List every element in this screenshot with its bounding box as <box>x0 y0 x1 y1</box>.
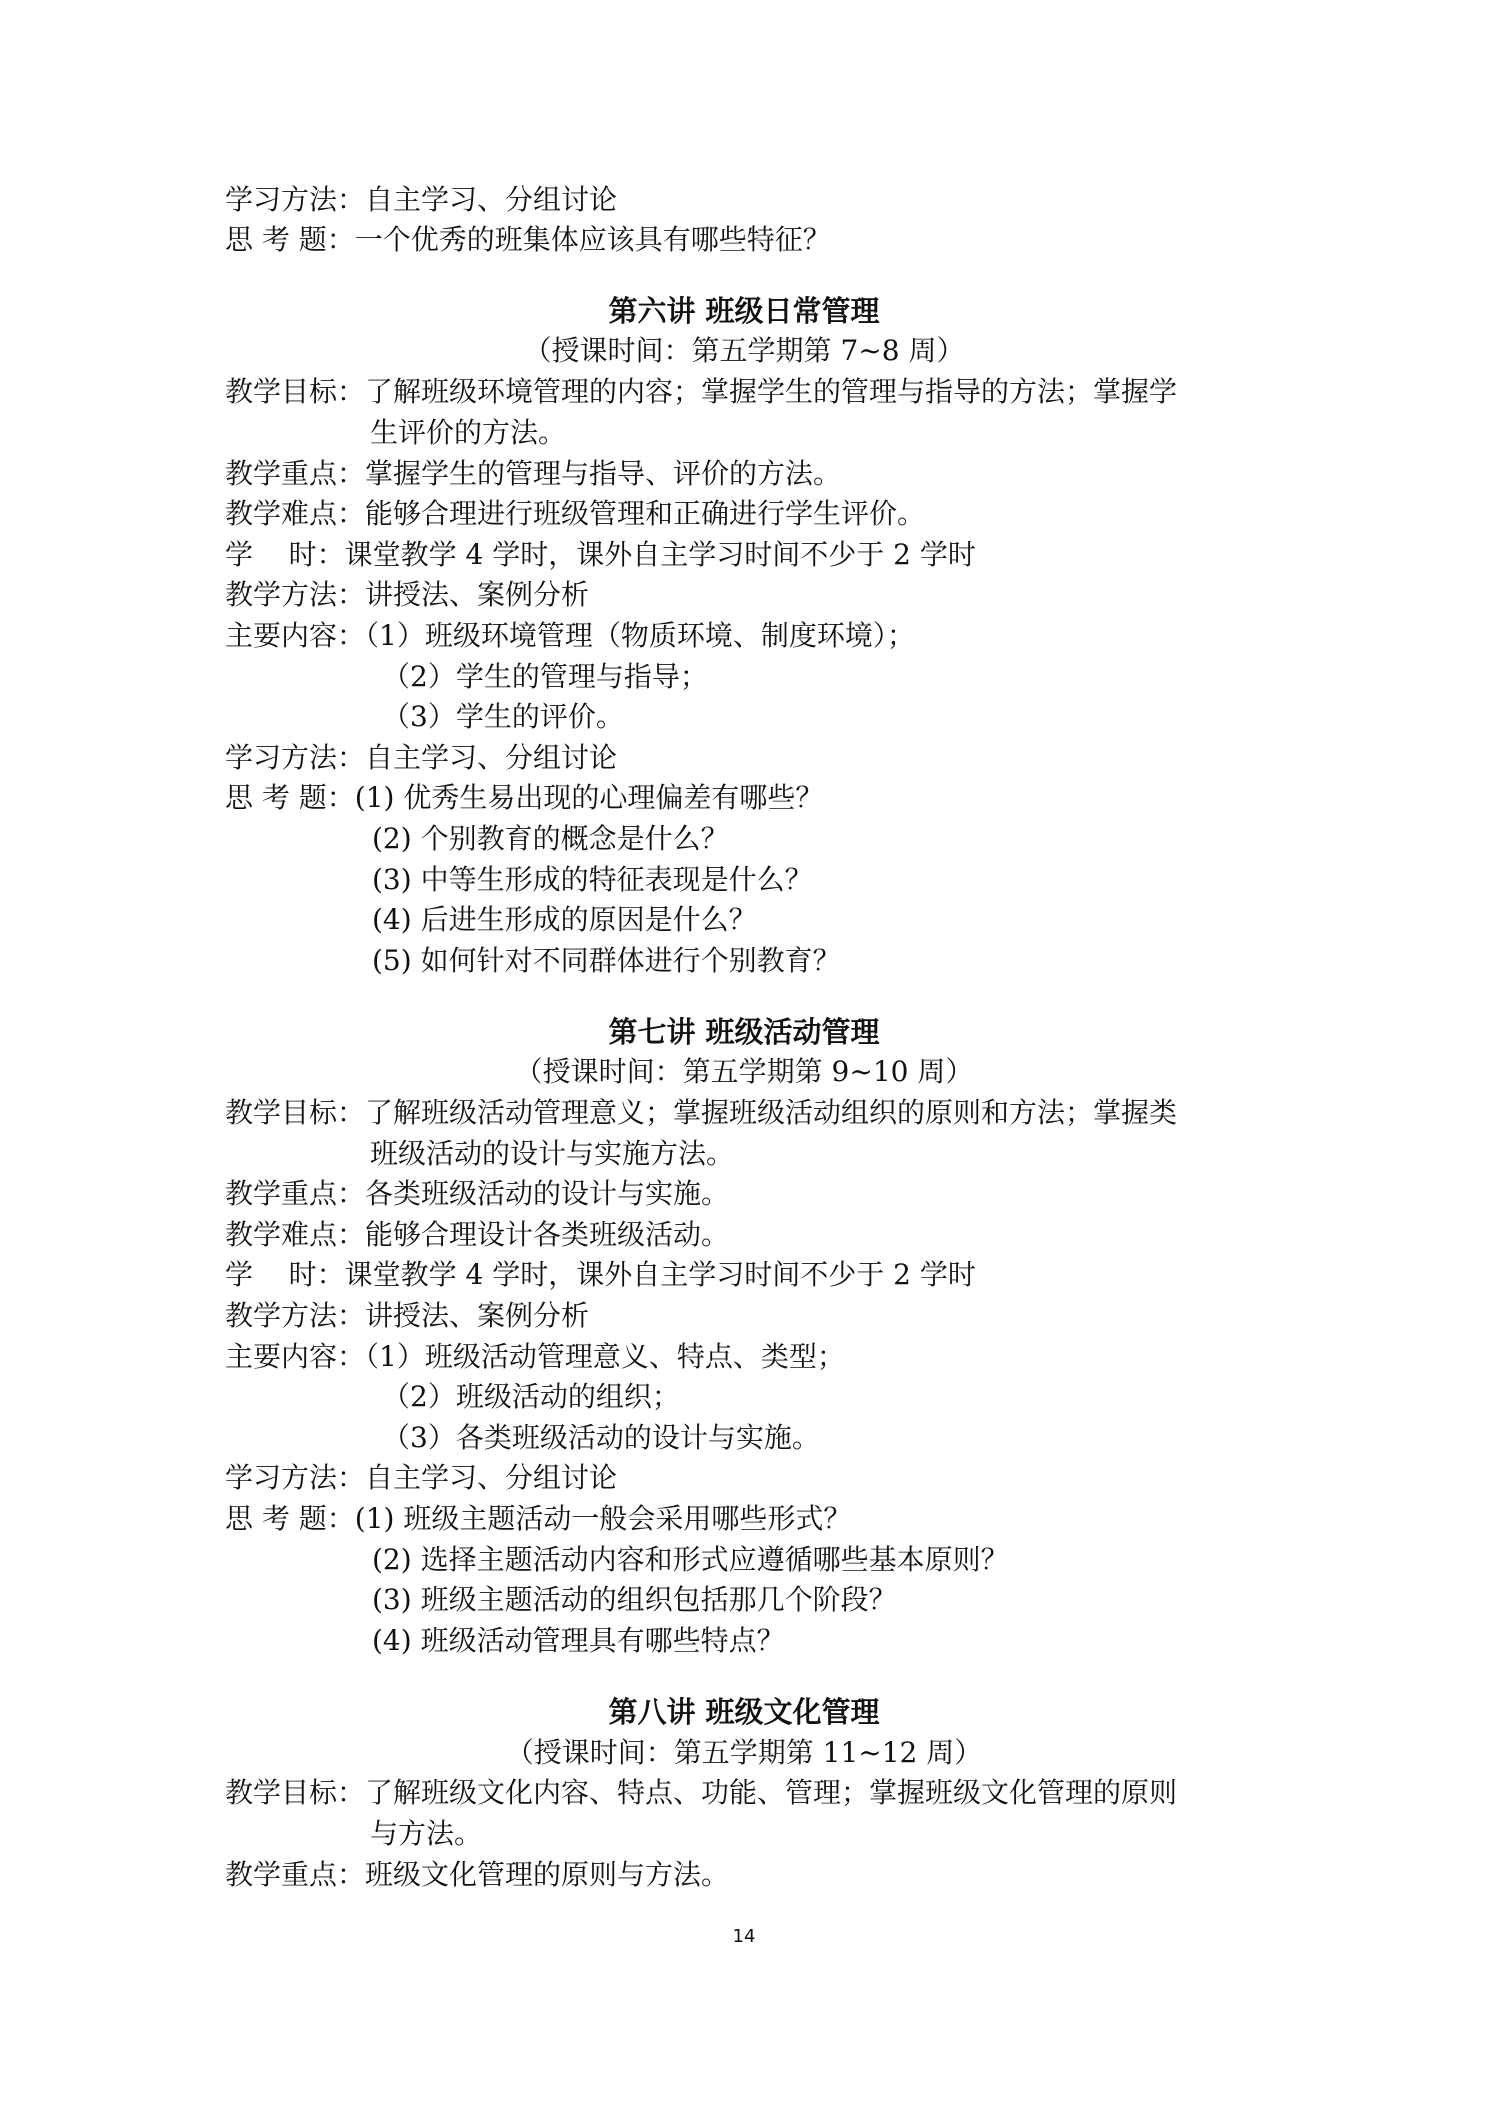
lecture-7-question-2: (2) 选择主题活动内容和形式应遵循哪些基本原则？ <box>372 1543 1009 1576</box>
lecture-8-goal-cont: 与方法。 <box>370 1817 483 1850</box>
lecture-6-content-3: （3）学生的评价。 <box>382 700 624 733</box>
lecture-8-focus: 教学重点：班级文化管理的原则与方法。 <box>225 1858 730 1891</box>
lecture-7-focus: 教学重点：各类班级活动的设计与实施。 <box>225 1177 730 1210</box>
lecture-7-question-3: (3) 班级主题活动的组织包括那几个阶段？ <box>372 1583 897 1616</box>
study-method-line: 学习方法：自主学习、分组讨论 <box>225 183 618 216</box>
lecture-6-difficulty: 教学难点：能够合理进行班级管理和正确进行学生评价。 <box>225 497 926 530</box>
lecture-7-goal: 教学目标：了解班级活动管理意义；掌握班级活动组织的原则和方法；掌握类 <box>225 1096 1178 1129</box>
lecture-7-question-1: 思 考 题：(1) 班级主题活动一般会采用哪些形式？ <box>225 1502 852 1535</box>
lecture-6-goal-cont: 生评价的方法。 <box>370 416 567 449</box>
lecture-6-time: （授课时间：第五学期第 7~8 周） <box>523 334 965 367</box>
lecture-7-question-4: (4) 班级活动管理具有哪些特点？ <box>372 1624 785 1657</box>
lecture-6-title: 第六讲 班级日常管理 <box>608 294 880 328</box>
lecture-6-content-1: 主要内容：（1）班级环境管理（物质环境、制度环境）； <box>225 619 915 652</box>
lecture-6-content-2: （2）学生的管理与指导； <box>382 660 708 693</box>
lecture-6-hours: 学 时：课堂教学 4 学时，课外自主学习时间不少于 2 学时 <box>225 538 976 571</box>
lecture-6-question-3: (3) 中等生形成的特征表现是什么？ <box>372 863 813 896</box>
lecture-6-question-1: 思 考 题：(1) 优秀生易出现的心理偏差有哪些？ <box>225 781 824 814</box>
lecture-6-goal: 教学目标：了解班级环境管理的内容；掌握学生的管理与指导的方法；掌握学 <box>225 375 1178 408</box>
lecture-6-question-5: (5) 如何针对不同群体进行个别教育？ <box>372 944 841 977</box>
question-line: 思 考 题：一个优秀的班集体应该具有哪些特征？ <box>225 223 831 256</box>
lecture-7-content-1: 主要内容：（1）班级活动管理意义、特点、类型； <box>225 1340 845 1373</box>
lecture-6-question-2: (2) 个别教育的概念是什么？ <box>372 822 729 855</box>
lecture-7-hours: 学 时：课堂教学 4 学时，课外自主学习时间不少于 2 学时 <box>225 1258 976 1291</box>
lecture-6-question-4: (4) 后进生形成的原因是什么？ <box>372 903 757 936</box>
lecture-7-content-2: （2）班级活动的组织； <box>382 1380 680 1413</box>
lecture-7-study-method: 学习方法：自主学习、分组讨论 <box>225 1461 618 1494</box>
lecture-8-goal: 教学目标：了解班级文化内容、特点、功能、管理；掌握班级文化管理的原则 <box>225 1776 1178 1809</box>
lecture-6-focus: 教学重点：掌握学生的管理与指导、评价的方法。 <box>225 457 842 490</box>
lecture-8-time: （授课时间：第五学期第 11~12 周） <box>505 1736 983 1769</box>
lecture-6-study-method: 学习方法：自主学习、分组讨论 <box>225 741 618 774</box>
lecture-7-teaching-method: 教学方法：讲授法、案例分析 <box>225 1299 590 1332</box>
lecture-7-time: （授课时间：第五学期第 9~10 周） <box>514 1055 974 1088</box>
lecture-7-goal-cont: 班级活动的设计与实施方法。 <box>370 1137 735 1170</box>
lecture-6-teaching-method: 教学方法：讲授法、案例分析 <box>225 578 590 611</box>
page-number: 14 <box>732 1926 756 1947</box>
lecture-7-difficulty: 教学难点：能够合理设计各类班级活动。 <box>225 1218 730 1251</box>
lecture-7-content-3: （3）各类班级活动的设计与实施。 <box>382 1421 820 1454</box>
lecture-8-title: 第八讲 班级文化管理 <box>608 1695 880 1729</box>
lecture-7-title: 第七讲 班级活动管理 <box>608 1015 880 1049</box>
